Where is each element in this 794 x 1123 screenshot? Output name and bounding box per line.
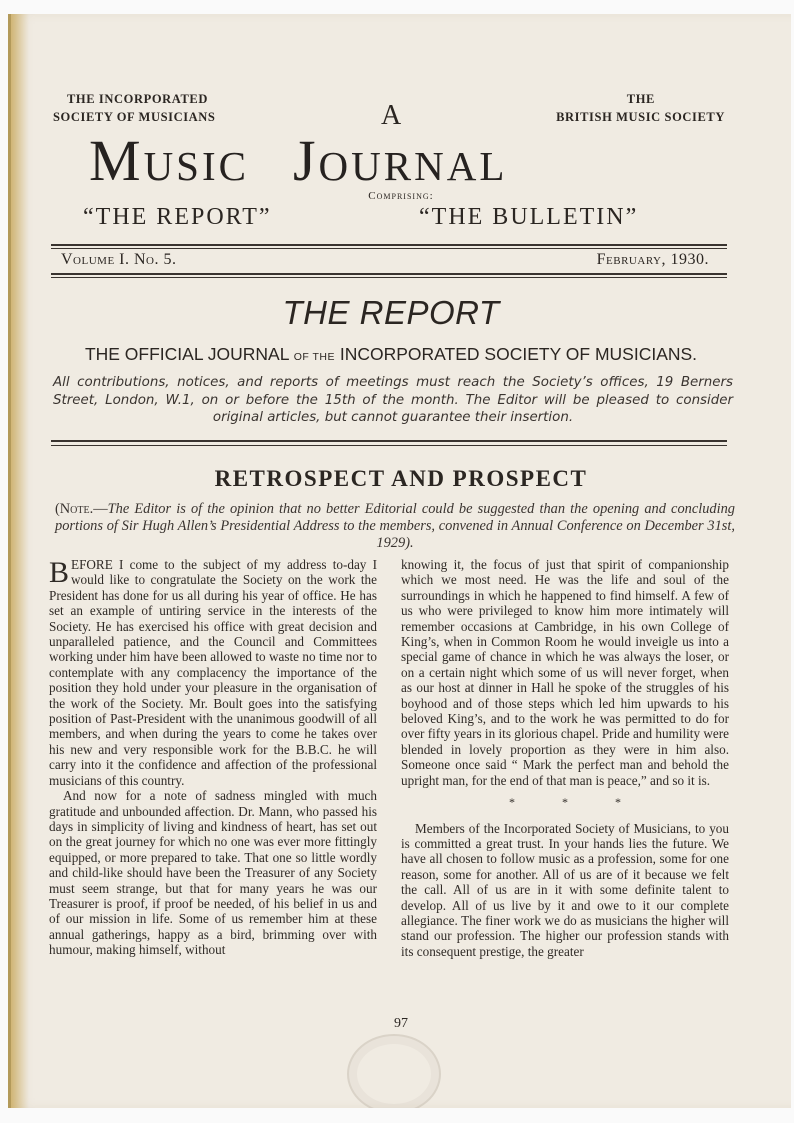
editor-note <box>55 501 735 552</box>
divider-rule <box>51 273 727 275</box>
official-of-the: OF THE <box>293 351 335 363</box>
article-title: RETROSPECT AND PROSPECT <box>214 466 588 491</box>
volume-number: Volume I. No. 5. <box>61 251 177 268</box>
divider-rule <box>51 248 727 249</box>
masthead-left-line1: THE INCORPORATED <box>67 92 208 106</box>
masthead-right-line1: THE <box>626 92 655 106</box>
editor-note-label: (Note.— <box>55 501 108 517</box>
masthead-right-line2: BRITISH MUSIC SOCIETY <box>556 110 725 124</box>
masthead-letter-a: A <box>381 100 402 131</box>
divider-rule <box>51 440 727 442</box>
article-column-right <box>401 557 729 959</box>
masthead-left <box>53 90 216 126</box>
divider-rule <box>51 244 727 246</box>
library-stamp <box>347 1034 441 1108</box>
divider-rule <box>51 445 727 446</box>
issue-date: February, 1930. <box>596 251 709 268</box>
paragraph-text: EFORE I come to the subject of my address to-day I would like to congratulate the Society on the work the President has done for us all during his year of office. He has set an example of untiring service in the interests of the Society. He has exercised his office with great decision and unparalleled patience, and the Council and Committees working under him have been allowed to waste no time nor to contemplate with any complacency the importance of the position they hold under your pleasure in the organisation of the work of the Society. Mr. Boult goes into the satisfying position of Past-President with the unanimous goodwill of all members, and when during the years to come he takes over his new and very responsible work for the B.B.C. he will carry into it the confidence and affection of the professional musicians of this country. <box>49 557 377 788</box>
journal-title <box>89 130 689 192</box>
journal-page <box>8 14 791 1108</box>
drop-cap: B <box>49 556 70 589</box>
official-part2: INCORPORATED SOCIETY OF MUSICIANS. <box>339 344 698 364</box>
section-break-stars: * * * <box>509 795 643 810</box>
official-journal-line <box>11 344 771 365</box>
editor-note-text: The Editor is of the opinion that no better Editorial could be suggested than the opening and concluding portions of Sir Hugh Allen’s Presidential Address to the members, convened in Annual Conference on December 31st, 1929). <box>55 501 735 551</box>
article-paragraph: knowing it, the focus of just that spirit of companionship which we most need. He was the life and soul of the surroundings in which he happened to find himself. A few of us who were privileged to know him more intimately will remember occasions at Cambridge, in his own College of King’s, when in Common Room he would inveigle us into a special game of chance in which he was always the loser, or on a certain night which some of us will never forget, when as our host at dinner in Hall he spoke of the struggles of his boyhood and of those steps which led him upwards to his beloved King’s, and to the work he was permitted to do for over fifty years in its glorious chapel. Pride and humility were blended in lovely proportion as they were in him also. Someone once said “ Mark the perfect man and behold the upright man, for the end of that man is peace,” and so it is. <box>401 557 729 788</box>
article-paragraph: Members of the Incorporated Society of Musicians, to you is committed a great trust. In your hands lies the future. We have all chosen to follow music as a profession, some for one reason, some for another. All of us are of it because we felt the call. All of us are in it with some definite talent to develop. All of us live by it and owe to it our complete allegiance. The finer work we do as musicians the higher will stand our profession. The higher our profession stands with its consequent prestige, the greater <box>401 820 729 959</box>
journal-title-word1: Music <box>89 128 249 193</box>
official-part1: THE OFFICIAL JOURNAL <box>84 344 289 364</box>
article-paragraph: And now for a note of sadness mingled with much gratitude and unbounded affection. Dr. Mann, who passed his days in simplicity of living and kindness of heart, has set out on the great journey for which no one was ever more fittingly equipped, or more prepared to take. That one so little wordly and child-like should have been the Treasurer of any Society must seem strange, but that for many years he was our Treasurer is proof, if proof be needed, of his belief in us and of our mission in life. Some of us remember him at these annual gatherings, happy as a bird, brimming over with humour, making himself, without <box>49 788 377 958</box>
divider-rule <box>51 277 727 278</box>
page-number: 97 <box>394 1016 408 1031</box>
masthead-left-line2: SOCIETY OF MUSICIANS <box>53 110 216 124</box>
comprising-label: Comprising: <box>368 190 434 202</box>
masthead-right <box>556 90 725 126</box>
subtitle-bulletin: “THE BULLETIN” <box>419 204 639 230</box>
report-title: THE REPORT <box>282 294 500 331</box>
article-column-left <box>49 557 377 958</box>
subtitle-report: “THE REPORT” <box>83 204 272 230</box>
article-paragraph <box>49 557 377 788</box>
contributions-notice: All contributions, notices, and reports of meetings must reach the Society’s offices, 19 Berners Street, London, W.1, on or before the 15th of the month. The Editor will be pleased to consider original articles, but cannot guarantee their insertion. <box>53 375 733 425</box>
journal-title-word2: Journal <box>292 128 508 193</box>
